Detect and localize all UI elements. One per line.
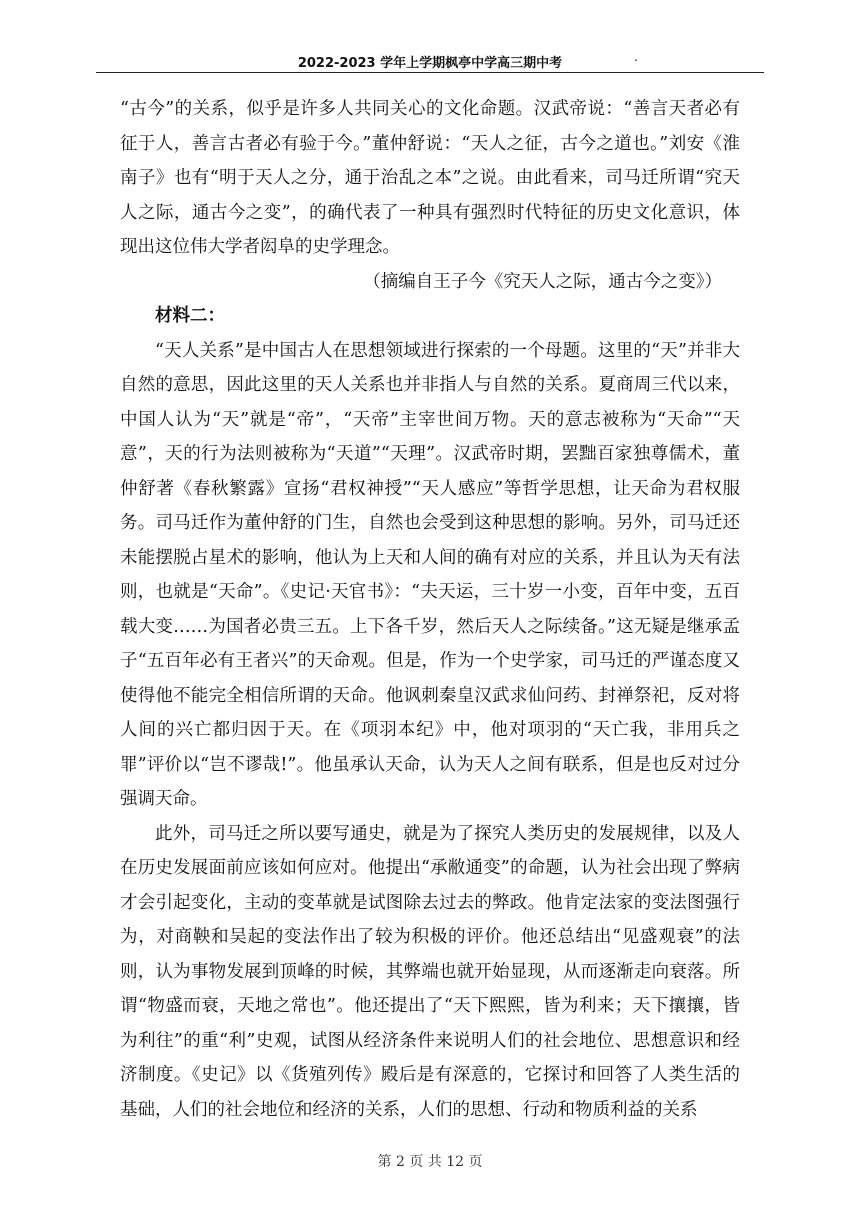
paragraph-1: “古今”的关系，似乎是许多人共同关心的文化命题。汉武帝说：“善言天者必有征于人，善言古者必有验于今。”董仲舒说：“天人之征，古今之道也。”刘安《淮南子》也有“明于天人之分，通于治乱之本”之说。由此看来，司马迁所谓“究天人之际，通古今之变”，的确代表了一种具有强烈时代特征的历史文化意识，体现出这位伟大学者闳阜的史学理念。 (120, 99, 740, 257)
paragraph-2: “天人关系”是中国古人在思想领域进行探索的一个母题。这里的“天”并非大自然的意思，因此这里的天人关系也并非指人与自然的关系。夏商周三代以来，中国人认为“天”就是“帝”，“天帝”主宰世间万物。天的意志被称为“天命”“天意”，天的行为法则被称为“天道”“天理”。汉武帝时期，罢黜百家独尊儒术，董仲舒著《春秋繁露》宣扬“君权神授”“天人感应”等哲学思想，让天命为君权服务。司马迁作为董仲舒的门生，自然也会受到这种思想的影响。另外，司马迁还未能摆脱占星术的影响，他认为上天和人间的确有对应的关系，并且认为天有法则，也就是“天命”。《史记·天官书》：“夫天运，三十岁一小变，百年中变，五百载大变……为国者必贵三五。上下各千岁，然后天人之际续备。”这无疑是继承孟子“五百年必有王者兴”的天命观。但是，作为一个史学家，司马迁的严谨态度又使得他不能完全相信所谓的天命。他讽刺秦皇汉武求仙问药、封禅祭祀，反对将人间的兴亡都归因于天。在《项羽本纪》中，他对项羽的“天亡我，非用兵之罪”评价以“岂不谬哉!”。他虽承认天命，认为天人之间有联系，但是也反对过分强调天命。 (120, 340, 740, 809)
header-mark: . (634, 50, 638, 64)
source-citation: （摘编自王子今《究天人之际，通古今之变》） (363, 271, 722, 292)
section-heading-material-2: 材料二： (155, 306, 225, 326)
page-number: 第 2 页 共 12 页 (377, 1154, 483, 1170)
paragraph-3: 此外，司马迁之所以要写通史，就是为了探究人类历史的发展规律，以及人在历史发展面前应该如何应对。他提出“承敝通变”的命题，认为社会出现了弊病才会引起变化，主动的变革就是试图除去过去的弊政。他肯定法家的变法图强行为，对商鞅和吴起的变法作出了较为积极的评价。他还总结出“见盛观衰”的法则，认为事物发展到顶峰的时候，其弊端也就开始显现，从而逐渐走向衰落。所谓“物盛而衰，天地之常也”。他还提出了“天下熙熙，皆为利来；天下攘攘，皆为利往”的重“利”史观，试图从经济条件来说明人们的社会地位、思想意识和经济制度。《史记》以《货殖列传》殿后是有深意的，它探讨和回答了人类生活的基础，人们的社会地位和经济的关系，人们的思想、行动和物质利益的关系 (120, 823, 740, 1120)
header-title: 2022-2023 学年上学期枫亭中学高三期中考 (297, 56, 563, 71)
document-body (120, 92, 740, 1127)
page-header (96, 50, 764, 73)
